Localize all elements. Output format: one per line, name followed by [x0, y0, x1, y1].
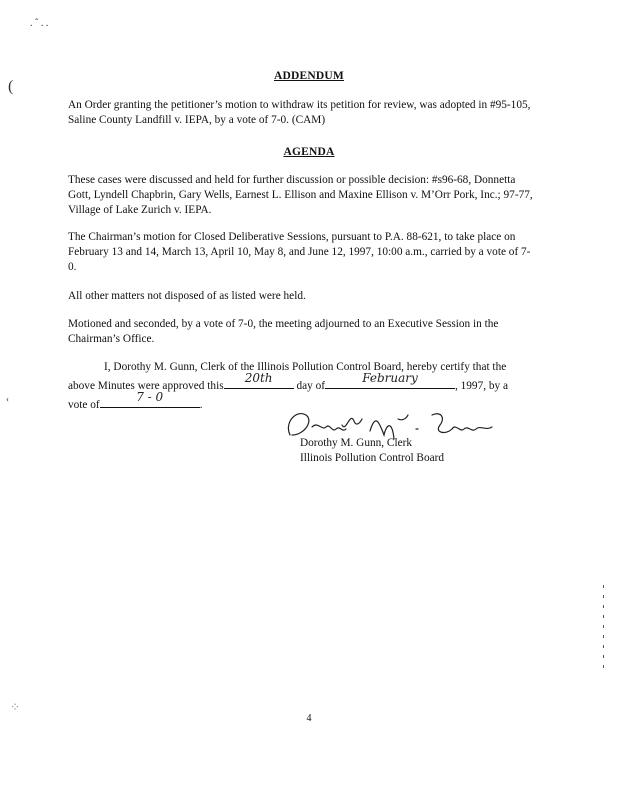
addendum-text: An Order granting the petitioner’s motion to withdraw its petition for review, was adopted in #95-105, Saline County Landfill v. IEPA, by a vote of 7-0. (CAM) — [68, 99, 531, 126]
signatory-organization: Illinois Pollution Control Board — [300, 452, 445, 464]
signatory-name: Dorothy M. Gunn, Clerk — [300, 437, 413, 449]
agenda-held-paragraph: All other matters not disposed of as listed were held. — [68, 290, 306, 302]
approval-month-field — [325, 371, 455, 389]
scan-artifact-curl: ( — [8, 78, 14, 95]
agenda-closed-sessions-paragraph: The Chairman’s motion for Closed Deliberative Sessions, pursuant to P.A. 88-621, to take place on February 13 and 14, March 13, April 10, May 8, and June 12, 1997, 10:00 a.m., carried by a vote of 7-0. — [68, 231, 531, 273]
approval-month-value: February — [362, 371, 418, 385]
certification-year-text: , 1997, by a — [454, 380, 509, 392]
scan-edge-marks — [602, 585, 606, 675]
signature-block — [300, 436, 444, 466]
signature-text: Dorothy M. Gunn — [282, 405, 290, 406]
scan-artifact-left: ‹ — [6, 394, 9, 404]
approval-day-value: 20th — [244, 371, 273, 385]
certification-period: . — [199, 399, 203, 411]
scan-artifact-bottom: ⁘ — [10, 700, 21, 714]
certification-vote-text: vote of — [68, 399, 100, 411]
page-number: 4 — [306, 713, 312, 724]
certification-day-of-text: day of — [296, 380, 325, 392]
approval-day-field — [224, 371, 294, 389]
addendum-heading: ADDENDUM — [274, 70, 344, 82]
agenda-adjourned-paragraph: Motioned and seconded, by a vote of 7-0, the meeting adjourned to an Executive Session in the Chairman’s Office. — [68, 318, 499, 345]
certification-approved-text: above Minutes were approved this — [68, 380, 224, 392]
agenda-heading: AGENDA — [283, 146, 335, 158]
vote-field — [100, 390, 200, 408]
agenda-discussed-paragraph: These cases were discussed and held for further discussion or possible decision: #s96-68, Donnetta Gott, Lyndell Chapbrin, Gary Wells, Earnest L. Ellison and Maxine Ellison v. M’Orr Pork, Inc.; 97-77, Village of Lake Zurich v. IEPA. — [68, 174, 533, 216]
scan-artifact-top: . ˆ . . — [30, 18, 49, 29]
certification-line-1: I, Dorothy M. Gunn, Clerk of the Illinois Pollution Control Board, hereby certify that the — [104, 361, 507, 373]
vote-value: 7 - 0 — [136, 390, 164, 404]
